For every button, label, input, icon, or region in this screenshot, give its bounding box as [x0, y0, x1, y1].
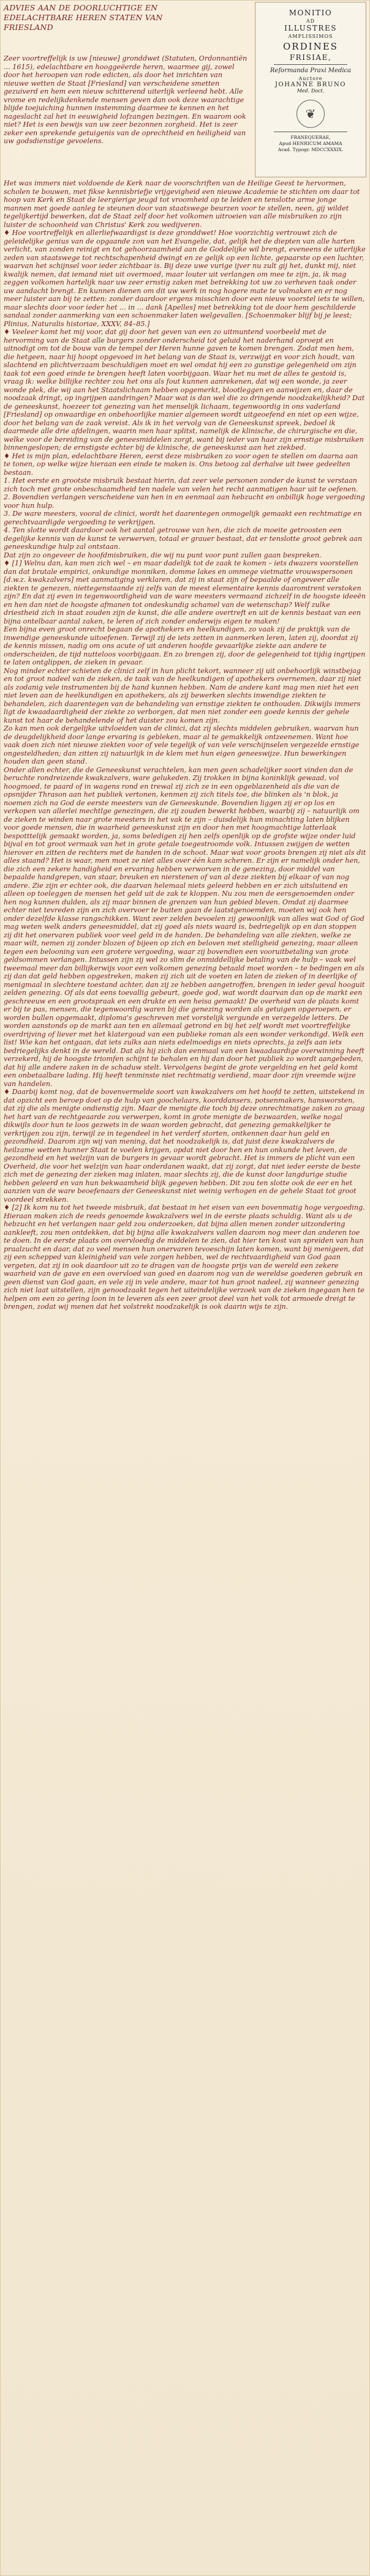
heading-line-1: ADVIES AAN DE DOORLUCHTIGE EN	[4, 3, 158, 12]
tc-amplissimos: AMPLISSIMOS	[288, 34, 333, 39]
paragraph: 3. De ware meesters, vooral de clinici, wordt het daarentegen onmogelijk gemaakt een rechtmatige en gerechtvaardigde vergoeding te verkrijgen.	[4, 510, 362, 526]
tc-imprint-printer: Apud HENRICUM AMAMA	[279, 141, 342, 146]
heading-line-3: FRIESLAND	[4, 23, 53, 32]
title-page-image	[255, 2, 366, 177]
tc-subject: Reformanda Praxi Medica	[270, 67, 352, 74]
printer-emblem-icon: ❦	[296, 100, 325, 128]
paragraph: ♦ [1] Welnu dan, kan men zich wel – en maar dadelijk tot de zaak te komen – iets dwazers voorstellen dan dat brutale empirici, onkundige monniken, domme lakes en ommege vietmatte vrouwspersonen [d.w.z. kwakzalvers] met aanmatiging verklaren, dat zij in staat zijn of bepaalde of ongeveer alle ziekten te genezen, niettegenstaande zij zelfs van de meest elementaire kennis daaromtrent verstoken zijn? En dat zij even in tegenwoordigheid van de ware meesters vermaand zichzelf in de hoogste ideeën en hen dan niet de hoogste afmanen tot ondeskundig schamel van de wetenschap? Welf zulke driestheid zich in staat zouden zijn de kunst, die alle andere overtreft en uit de kennis bestaat van een bijna ontelbaar aantal zaken, te leren of zich zonder onderwijs eigen te maken!	[4, 559, 366, 625]
paragraph: Onder allen echter, die de Geneeskunst verachtelen, kan men geen schadelijker soort vinden dan de beruchte rondreizende kwakzalvers, ware gelukeden. Zij trokken in bijna koninklijk gewaad, vol hoogmoed, te paard of in wagens rond en trewal zij zich ze in een opgeblazenheid als die van de opsnijder Thrason aan het publiek vertonen, kenmen zij zich titels toe, die blinken als 'n blok, ja noemen zich na God de eerste meesters van de Geneeskunde. Bovendien liggen zij er op los en verkopen van allerlei mechtlge genezingen, die zij zouden bewerkt hebben, waarbij zij – natuurlijk om de zieken te winden naar grote meesters in het vak te zijn – duisdelijk hun minachting laten blijken voor goede mensen, die in waarheid geneeskunst zijn en door hen met hoogmachtige latterlaak bespotttelijk gemaakt worden, ja, soms beledigen zij hen zelfs openlijk op de grofste wijze onder luid bijval en tot groot vermaak van het in grote getale toegestroomde volk. Intussen zwijgen de wetten hierover en zitten de rechters met de handen in de schoot. Maar wat voor groots brengen zij niet als dit alles staand? Het is waar, men moet ze niet alles over één kam scheren. Er zijn er namelijk onder hen, die zich een zekere handigheid en ervaring hebben verworven in de genezing, door middel van bepaalde handgrepen, van staar, breuken en nierstenen of van al deze ziekten bij elkaar of van nog andere. Zie zijn er echter ook, die daarvan helemaal niets geleerd hebben en er zich uitsluitend en alleen op toeleggen de mensen het geld uit de zak te kloppen. Nu zou men de eersgenoemden onder hen nog kunnen dulden, als zij maar binnen de grenzen van hun gebied bleven. Omdat zij daarmee echter niet tevreden zijn en zich overvoer te buiten gaan de laatstgenoemden, moeten wij ook hen onder dezelfde klasse rangschikken. Want zeer zelden bevoelen zij gewoonlijk van alles wat God of God mag weten welk anders geneesmiddel, dat zij goed als niets waard is, bedriegelijk op en dan stoppen zij dit het onervaren publiek voor veel geld in de handen. De behandeling van alle ziekten, welke ze maar wilt, nemen zij zonder blozen of bijeen op zich en beloven met stelligheid genezing, maar alleen tegen een belooning van een grotere vergoeding, waar zij bovendien een vooruitbetaling van grote geldsommen verlangen. Intussen zijn zij wel zo slim de onmiddellijke betaling van de hulp – vaak wel tweemaal meer dan billijkerwijs voor een volkomen genezing betaald moet worden – te bedingen en als zij dan dat geld hebben opgestreken, maken zij zich uit de voeten en laten de zieken of in deerlijke of menigmaal in slechtere toestand achter, dan zij ze hebben aangetroffen, brengen in ieder geval hooguit zelden genezing. Of als dat eens toevallig gebeurt, goede god, wat wordt daarvan dan op de markt een geschreeuw en een grootspraak en een drukte en een heisa gemaakt! De overheid van de plaats komt er bij te pas, mensen, die tegenwoordig waren bij die genezing worden als getuigen opgeroepen, er worden bullen opgemaakt, diploma's geschreven met vorstelijk vergunde en verzegelde letters. De worden aanstonds op de markt aan ten en allemaal getrond en bij het zelf wordt met voortreffelijke overdrijving of liever met het klatergoud van een publieke roman als een wonder verkondigd. Welk een list! Wie kan het ontgaan, dat iets zulks aan niets edelmoedigs en niets oprechts, ja zelfs aan iets bedriegelijks denkt in de wereld. Dat als hij zich dan eenmaal van een kwaadaardige overwinning heeft verzekerd, hij de hoogste triomfen schijnt te behalen en hij dan door het publiek zo wordt aangebeden, dat hij alle andere zaken in de schaduw stelt. Vervolgens begint de grote vergelding en het geld komt een onbetaalbare lading. Hij heeft tenminste niet rechtmatig verdiend, maar door zijn vreemde wijze van handelen.	[4, 765, 366, 1088]
paragraph: Zo kan men ook dergelijke uitvloeiden van de clinici, dat zij slechts middelen gebruiken, waarvan hun de deugdelijkheid door lange ervaring is gebleken, maar al te gemakkelijk ontzeenemen. Want hoe vaak doen zich niet nieuwe ziekten voor of vele tegelijk of van vele verschijnselen vergezelde ernstige ongesteldheden; dan zitten zij natuurlijk in de klem met hun eigen geneeswijze. Hun bewerkingen houden dan geen stand.	[4, 724, 360, 765]
main-text	[4, 179, 366, 1311]
paragraph: ♦ Hoe voortreffelijk en allerliefwaardigst is deze gronddwet! Hoe voorzichtig vertrouwt zich de geleidelijke genius van de opgaande zon van het Evangelie, dat, gelijk het de diepten van alle harten verlicht, van zonden reinigt en tot gehoorzaamheid aan de Goddelijke wil brengt, eveneens de uiterlijke zeden van staatswege tot rechtschapenheid dwingt en ze gelijk op een lichte, gepaarste op een luchter, waarvan het schijnsel voor ieder zichtbaar is. Bij deze uwe vurige ijver nu zult gij het, dunkt mij, niet kwalijk nemen, dat iemand niet uit overmoed, maar louter uit verlangen om mee te zijn, ja, ik mag zeggen volkomen hartelijk naar uw zeer ernstig zaken met betrekking tot uw zo verheven taak onder uw aandacht brengt. En kunnen dienen om dit uw werk in nog hogere mate te volmaken en er nog meer luister aan bij te zetten: zonder daardoor ergens misschien door een nieuw voorstel iets te willen, maar slechts door voor ieder het ... in ... dank [Apelles] met betrekking tot de door hem geschilderde sandaal zonder aanmerking van een schoenmaker laten welgevallen. [Schoenmaker blijf bij je leest; Plinius, Naturalis historiae, XXXV, 84–85.]	[4, 229, 366, 328]
tc-imprint-city: FRANEQUERAE,	[290, 135, 331, 140]
tc-degree: Med. Doct.	[296, 88, 325, 94]
paragraph: Een bijna even groot onrecht begaan de apothekers en heelkundigen, zo vaak zij de praktijk van de inwendige geneeskunde uitoefenen. Terwijl zij de iets zetten in aanmerken leren, laten zij, doordat zij de kennis missen, nadig om ons acute of uit anderen hoofde gevaarlijke ziekte aan andere te onderscheiden, de tijd nutteloos voorbijgaan. En zo brengen zij, door de gelegenheid tot tijdig ingrijpen te laten ontglippen, de zieken in gevaar.	[4, 625, 366, 666]
tc-imprint	[260, 135, 361, 153]
heading-line-2: EDELACHTBARE HEREN STATEN VAN	[4, 13, 163, 22]
tc-illustres: ILLUSTRES	[284, 24, 337, 32]
paragraph: 4. Ten slotte wordt daardoor ook het aantal getrouwe van hen, die zich de moeite getroosten een degelijke kennis van de kunst te verwerven, totaal er grauer bestaat, dat er tenslotte groot gebrek aan geneeskundige hulp zal ontstaan.	[4, 526, 363, 551]
paragraph: 1. Het eerste en grootste misbruik bestaat hierin, dat zeer vele personen zonder de kunst te verstaan zich toch met grote onbeschaamdheid ten nadele van velen het recht aanmatigen haar uit te oefenen.	[4, 477, 358, 493]
paragraph: 2. Bovendien verlangen verscheidene van hen in en eenmaal aan hebzucht en onbillijk hoge vergoeding voor hun hulp.	[4, 493, 365, 510]
document-heading	[4, 3, 243, 32]
paragraph: ♦ [2] Ik kom nu tot het tweede misbruik, dat bestaat in het eisen van een bovenmatig hoge vergoeding. Hieraan maken zich de reeds genoemde kwakzalvers wel in de eerste plaats schuldig. Want als u de hebzucht en het verlangen naar geld zou onderzoeken, dat bijna allen menen zonder uitzondering aankleeft, zou men ontdekken, dat bij bijna alle kwakzalvers vallen daarom nog meer dan anderen toe te doen. In de eerste plaats om overvloedig de middelen te zien, dat hier ten kost van spreiden van hun praalzucht en daar, dat zo veel mensen hun onervaren tevoeschijn laten komen, want bij menigeen, dat zij een schepped van kleinigheid van vele zorgen hebben, wel de rechtvaardigheid van God gaan vergeten, dat zij in ook daardoor uit zo te dragen van de hoogste prijs van de wereld een zekere waarheid van de gave en een overvloed van goed en daarom nog van de wereldse goederen gebruik en geen dienst van God gaan, en vele zij in vele andere, maar tot hun groot nadeel, zij wanneer genezing zich niet laat uitstellen, zijn genoodzaakt tegen het uiteindelijke verzoek van de zieken ingegaan hen te helpen om een zo gering loon in te leveren als een zeer groot deel van het volk tot armoede dreigt te brengen, zodat wij menen dat het volstrekt noodzakelijk is ook daarin wijs te zijn.	[4, 1204, 365, 1311]
tc-monitio: MONITIO	[289, 9, 333, 17]
intro-column	[4, 54, 249, 146]
paragraph: Dat zijn zo ongeveer de hoofdmisbruiken, die wij nu punt voor punt zullen gaan bespreken.	[4, 551, 322, 559]
tc-auctore: Auctore	[298, 76, 323, 81]
tc-ordines: ORDINES	[283, 41, 338, 52]
tc-rule	[274, 64, 347, 65]
tc-ad: AD	[306, 18, 315, 24]
paragraph: ♦ Daarbij komt nog, dat de bovenvermelde soort van kwakzalvers om het hoofd te zetten, uitstekend in dat opzicht een beroep doet op de hulp van goochelaars, koorddansers, potsenmakers, hansworsten, dat zij die als menigte ondienstig zijn. Maar de menigte die toch bij deze onrechtmatige zaken zo graag het hart van de rechtgeaarde zou verwerpen, komt in grote menigte de bezwaarden, welke nogal dikwijls door hun te loos gezwets in de waan worden gebracht, dat genezing gemakkelijker te verkrijgen zou zijn, terwijl ze in tegendeel in het verderf storten, ontkennen daar hun geld en gezondheid. Daarom zijn wij van mening, dat het noodzakelijk is, dat juist deze kwakzalvers de heilzame wetten hunner Staat te voelen krijgen, opdat niet door hen en hun onkunde het leven, de gezondheid en het welzijn van de burgers in gevaar wordt gebracht. Het is immers de plicht van een Overheid, die voor het welzijn van haar onderdanen waakt, dat zij zorgt, dat niet ieder eerste de beste zich met de genezing der zieken mag inlaten, maar slechts zij, die de kunst door langdurige studie hebben geleerd en van hun bekwaamheid blijk gegeven hebben. Dit zou ten slotte ook de eer en het aanzien van de ware beoefenaars der Geneeskunst niet weinig verhogen en de gehele Staat tot groot voordeel strekken.	[4, 1088, 365, 1204]
paragraph: Het was immers niet voldoende de Kerk naar de voorschriften van de Heilige Geest te hervormen, scholen te bouwen, met fikse kennisbriefje vrijgevigheid een nieuwe Academie te stichten om daar tot hoop van Kerk en Staat de leergierige jeugd tot vroomheid op te leiden en tenslotte arme jonge mannen met goede aanleg te steunen door van staatswege beurzen voor te stellen, neen, gij wildet tegelijkertijd bewerken, dat de Staat zelf door het volkomen uitroeien van alle misbruiken zo zijn luister de schoonheid van Christus' Kerk zou wedijveren.	[4, 179, 360, 229]
paragraph: ♦ Het is mijn plan, edelachtbare Heren, eerst deze misbruiken zo voor ogen te stellen om daarna aan te tonen, op welke wijze hieraan een einde te maken is. Ons betoog zal derhalve uit twee gedeelten bestaan.	[4, 452, 358, 477]
tc-frisiae: FRISIAE,	[289, 53, 332, 62]
tc-imprint-year: Acad. Typogr. MDCCXXXIX.	[278, 147, 344, 152]
tc-author: JOHANNE BRUNO	[275, 81, 346, 88]
paragraph: Nog minder echter schieten de clinici zelf in hun plicht tekort, wanneer zij uit onbehoorlijk winstbejag en tot groot nadeel van de zieken, de taak van de heelkundigen of apothekers overnemen, daar zij niet als zodanig vele instrumenten bij de hand kunnen hebben. Nam de andere kant mag men niet het een niet leven aan de heelkundigen en apothekers, als zij bewerken slechts inwendige ziekten te behandelen, zich daarentegen van de behandeling van ernstige ziekten te onthouden. Dikwijls immers ligt de kwaadaardigheid der ziekte zo verborgen, dat men niet zonder een goede kennis der gehele kunst tot haar de behandelende of het duister zou komen zijn.	[4, 666, 361, 724]
paragraph: ♦ Veeleer komt het mij voor, dat gij door het geven van een zo uitmuntend voorbeeld met de hervorming van de Staat alle burgers zonder onderscheid tot geluid het naderhand oproept en uitnodigt om tot de bouw van de tempel der Heren hunne gaven te komen brengen. Zodat men hem, die hetgeen, naar hij hoopt opgevoed in het belang van de Staat is, verzwijgt en voor zich houdt, van slachtend en plichtverzaam beschuldigen moet en wel omdat hij een zo gunstige gelegenheid om zijn taak tot een goed einde te brengen heeft laten voorbijgaan. Waar het nu met de alles te gestoid is, vraag ik: welke billijke rechter zou het ons als fout kunnen aanrekenen, dat wij een wonde, ja zeer wonde plek, die wij aan het Staatslichaam hebben opgemerkt, blootleggen en aanwijzen en, daar de noodzaak dringt, op ingrijpen aandringen? Maar wat is dan wel die zo dringende noodzakelijkheid? Dat de geneeskunst, hoezeer tot genezing van het menselijk lichaam, tegenwoordig in ons vaderland [Friesland] op onwaardige en onbehoorlijke manier algemeen wordt uitgeoefend en niet op een wijze, door het belang van de zaak vereist. Als ik in het vervolg van de Geneeskunst spreek, bedoel ik daarmede alle drie afdelingen, waarin men haar splitst, namelijk de klinische, de chirurgische en die, welke voor de bereiding van de geneesmiddelen zorgt, want bij ieder van haar zijn ernstige misbruiken binnengeslopen; de ernstigste echter bij de klinische, de geneeskunst aan het ziekbed.	[4, 328, 365, 452]
paragraph: Zeer voortreffelijk is uw [nieuwe] gronddwet (Statuten, Ordonnantiën ... 1615), edelachtbare en hooggeëerde heren, waarmee gij, zowel door het heroopen van rode edicten, als door het inrichten van nieuwe wetten de Staat [Friesland] van verscheidene smetten gezuiverd en hem een nieuw schitterend uiterlijk verleend hebt. Alle vrome en redelijkdenkende mensen geven dan ook deze waarachtige blijde toejuiching hunnen instemming daarmee te kennen en het nageslacht zal het in eeuwigheid lofzangen bezingen. En waarom ook niet? Het is een bewijs van uw zeer bezonnen zorgheid. Het is zeer zeker een sprekende getuigenis van de oprechtheid en heiligheid van uw godsdienstige gevoelens.	[4, 54, 247, 145]
